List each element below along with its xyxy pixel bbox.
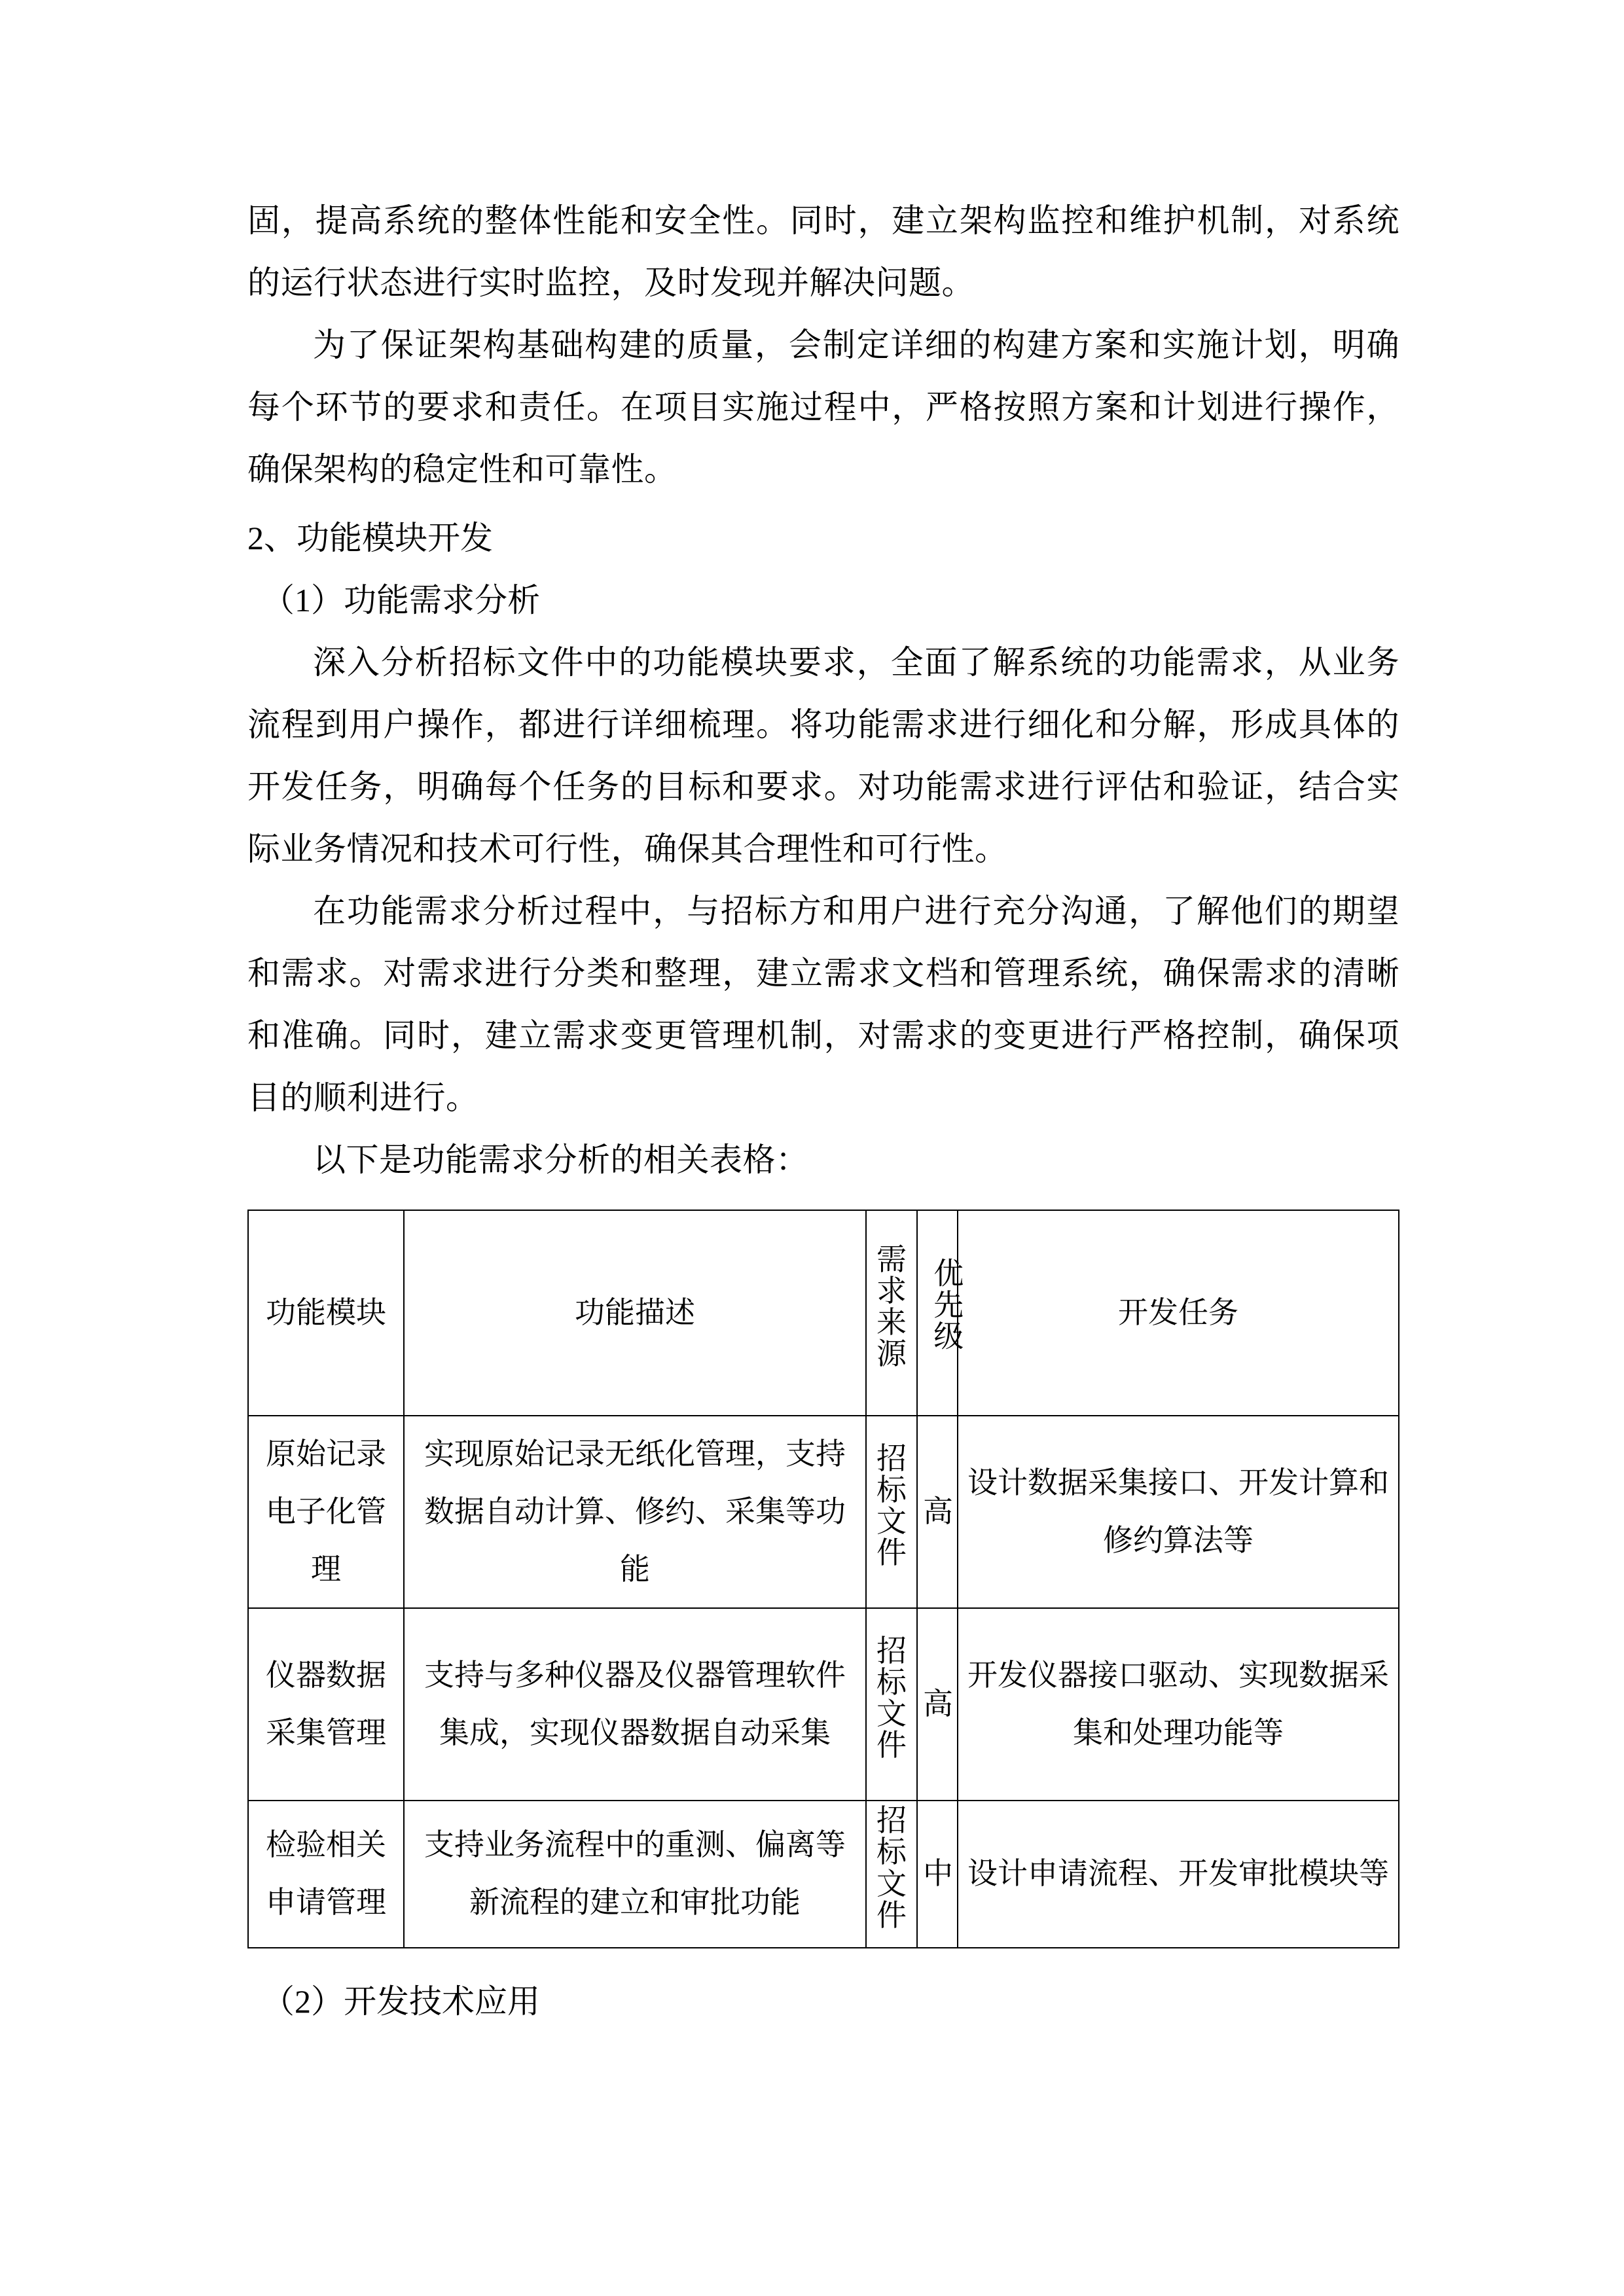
spacer (247, 501, 1399, 507)
table-header-module (248, 1210, 404, 1416)
heading-subsection-2: （2）开发技术应用 (262, 1982, 540, 2020)
cell-description (404, 1801, 866, 1948)
table-header-task (958, 1210, 1399, 1416)
cell-source (866, 1416, 917, 1608)
cell-text-priority: 高 (923, 1495, 953, 1528)
header-label-module: 功能模块 (266, 1296, 386, 1329)
table-header-row (248, 1210, 1399, 1416)
page-content (247, 190, 1399, 2033)
paragraph-requirement-analysis: 深入分析招标文件中的功能模块要求，全面了解系统的功能需求，从业务流程到用户操作，都进行详细梳理。将功能需求进行细化和分解，形成具体的开发任务，明确每个任务的目标和要求。对功能需求进行评估和验证，结合实际业务情况和技术可行性，确保其合理性和可行性。 (247, 644, 1399, 867)
table-header-priority (917, 1210, 964, 1416)
paragraph-requirement-communication: 在功能需求分析过程中，与招标方和用户进行充分沟通，了解他们的期望和需求。对需求进行分类和整理，建立需求文档和管理系统，确保需求的清晰和准确。同时，建立需求变更管理机制，对需求的变更进行严格控制，确保项目的顺利进行。 (247, 893, 1399, 1116)
paragraph-continuation: 固，提高系统的整体性能和安全性。同时，建立架构监控和维护机制，对系统的运行状态进行实时监控，及时发现并解决问题。 (247, 202, 1399, 301)
cell-text-source: 招标文件 (876, 1441, 907, 1570)
cell-module (248, 1801, 404, 1948)
cell-task (958, 1416, 1399, 1608)
cell-priority (917, 1801, 958, 1948)
cell-description (404, 1608, 866, 1801)
header-label-description: 功能描述 (575, 1296, 695, 1329)
functional-requirement-table (247, 1210, 1399, 1948)
cell-text-module: 原始记录电子化管理 (266, 1437, 386, 1586)
cell-priority (917, 1608, 958, 1801)
cell-text-task: 开发仪器接口驱动、实现数据采集和处理功能等 (967, 1659, 1389, 1749)
cell-source (866, 1608, 917, 1801)
header-label-source: 需求来源 (876, 1242, 907, 1371)
table-row (248, 1801, 1399, 1948)
cell-text-task: 设计数据采集接口、开发计算和修约算法等 (967, 1466, 1389, 1557)
cell-module (248, 1416, 404, 1608)
cell-text-priority: 高 (923, 1687, 953, 1721)
heading-subsection-1: （1）功能需求分析 (262, 582, 540, 619)
paragraph-table-intro: 以下是功能需求分析的相关表格： (313, 1141, 809, 1178)
header-label-task: 开发任务 (1118, 1296, 1238, 1329)
table-row (248, 1608, 1399, 1801)
cell-text-source: 招标文件 (876, 1804, 907, 1932)
table-header-source (866, 1210, 917, 1416)
cell-task (958, 1608, 1399, 1801)
cell-text-priority: 中 (923, 1857, 953, 1891)
cell-text-description: 实现原始记录无纸化管理，支持数据自动计算、修约、采集等功能 (424, 1437, 846, 1586)
requirement-table-wrapper (247, 1210, 1398, 1948)
cell-task (958, 1801, 1399, 1948)
cell-text-description: 支持业务流程中的重测、偏离等新流程的建立和审批功能 (424, 1828, 846, 1920)
heading-section-2: 2、功能模块开发 (247, 520, 493, 556)
cell-text-description: 支持与多种仪器及仪器管理软件集成，实现仪器数据自动采集 (424, 1659, 846, 1749)
paragraph-architecture-quality: 为了保证架构基础构建的质量，会制定详细的构建方案和实施计划，明确每个环节的要求和责任。在项目实施过程中，严格按照方案和计划进行操作，确保架构的稳定性和可靠性。 (247, 327, 1399, 488)
cell-text-module: 检验相关申请管理 (266, 1828, 386, 1920)
cell-text-module: 仪器数据采集管理 (266, 1659, 386, 1749)
cell-source (866, 1801, 917, 1948)
cell-module (248, 1608, 404, 1801)
table-header-description (404, 1210, 866, 1416)
cell-priority (917, 1416, 958, 1608)
cell-description (404, 1416, 866, 1608)
header-label-priority: 优先级 (929, 1257, 964, 1352)
table-row (248, 1416, 1399, 1608)
cell-text-task: 设计申请流程、开发审批模块等 (967, 1857, 1389, 1891)
cell-text-source: 招标文件 (876, 1634, 907, 1763)
